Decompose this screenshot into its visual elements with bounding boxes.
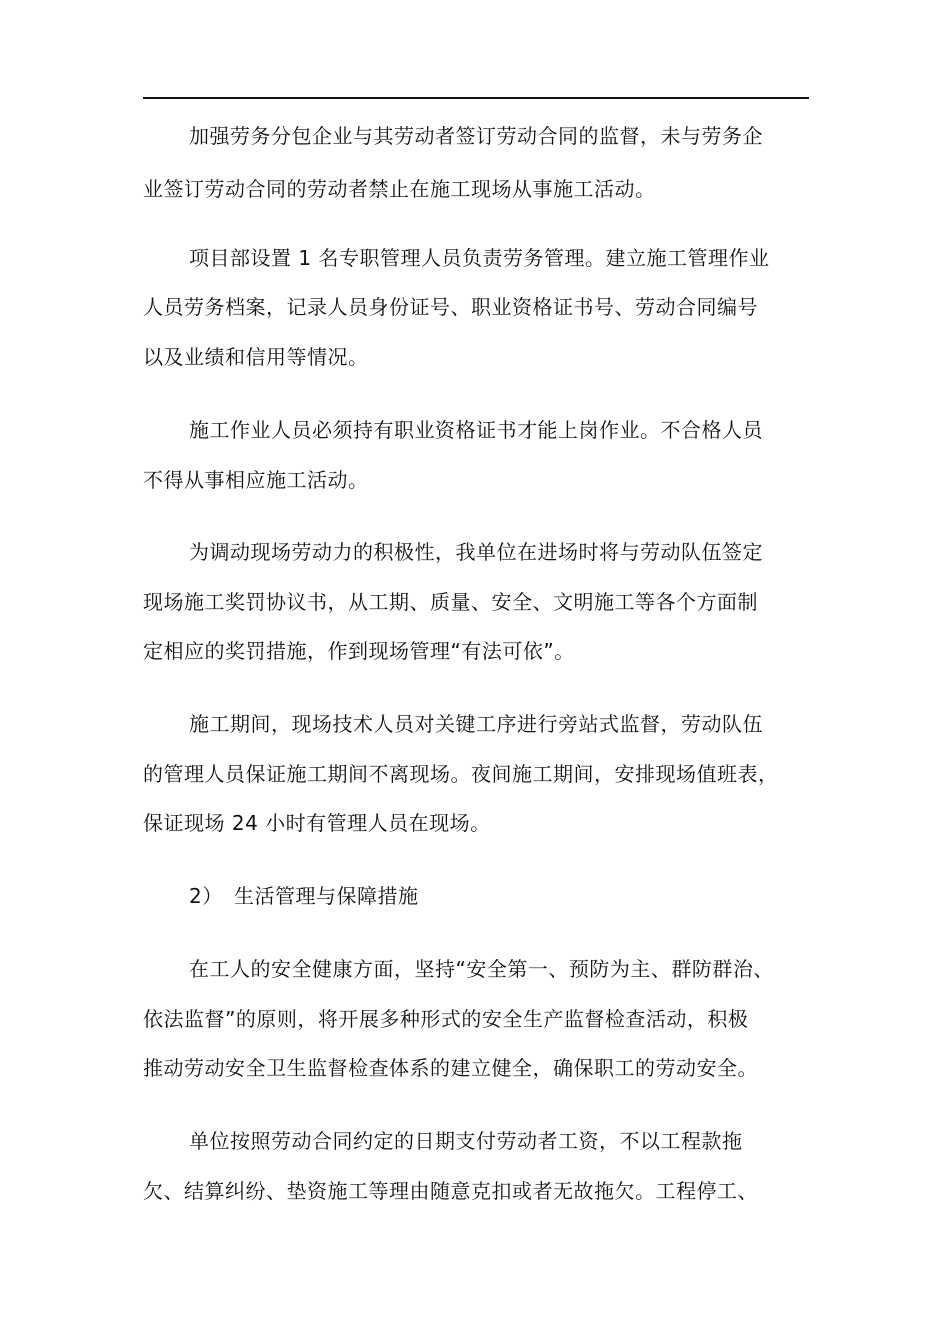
paragraph-line: 项目部设置 1 名专职管理人员负责劳务管理。建立施工管理作业 [189, 246, 770, 270]
paragraph-line: 在工人的安全健康方面，坚持“安全第一、预防为主、群防群治、 [189, 957, 774, 981]
paragraph-line: 的管理人员保证施工期间不离现场。夜间施工期间，安排现场值班表， [143, 762, 779, 786]
paragraph-line: 加强劳务分包企业与其劳动者签订劳动合同的监督，未与劳务企 [189, 124, 763, 148]
paragraph-line: 人员劳务档案，记录人员身份证号、职业资格证书号、劳动合同编号 [143, 295, 758, 319]
header-rule [143, 97, 809, 99]
paragraph-line: 现场施工奖罚协议书，从工期、质量、安全、文明施工等各个方面制 [143, 590, 758, 614]
paragraph-line: 依法监督”的原则，将开展多种形式的安全生产监督检查活动，积极 [143, 1007, 749, 1031]
paragraph-line: 施工期间，现场技术人员对关键工序进行旁站式监督，劳动队伍 [189, 712, 763, 736]
paragraph-line: 不得从事相应施工活动。 [143, 468, 369, 492]
paragraph-line: 保证现场 24 小时有管理人员在现场。 [143, 811, 491, 835]
paragraph-line: 业签订劳动合同的劳动者禁止在施工现场从事施工活动。 [143, 177, 656, 201]
paragraph-line: 定相应的奖罚措施，作到现场管理“有法可依”。 [143, 639, 575, 663]
paragraph-line: 为调动现场劳动力的积极性，我单位在进场时将与劳动队伍签定 [189, 540, 763, 564]
paragraph-line: 单位按照劳动合同约定的日期支付劳动者工资，不以工程款拖 [189, 1129, 743, 1153]
section-number: 2） [189, 884, 223, 908]
paragraph-line: 施工作业人员必须持有职业资格证书才能上岗作业。不合格人员 [189, 418, 763, 442]
paragraph-line: 推动劳动安全卫生监督检查体系的建立健全，确保职工的劳动安全。 [143, 1056, 758, 1080]
paragraph-line: 以及业绩和信用等情况。 [143, 345, 369, 369]
paragraph-line: 欠、结算纠纷、垫资施工等理由随意克扣或者无故拖欠。工程停工、 [143, 1179, 758, 1203]
section-title: 生活管理与保障措施 [234, 884, 419, 908]
section-heading [189, 882, 869, 910]
